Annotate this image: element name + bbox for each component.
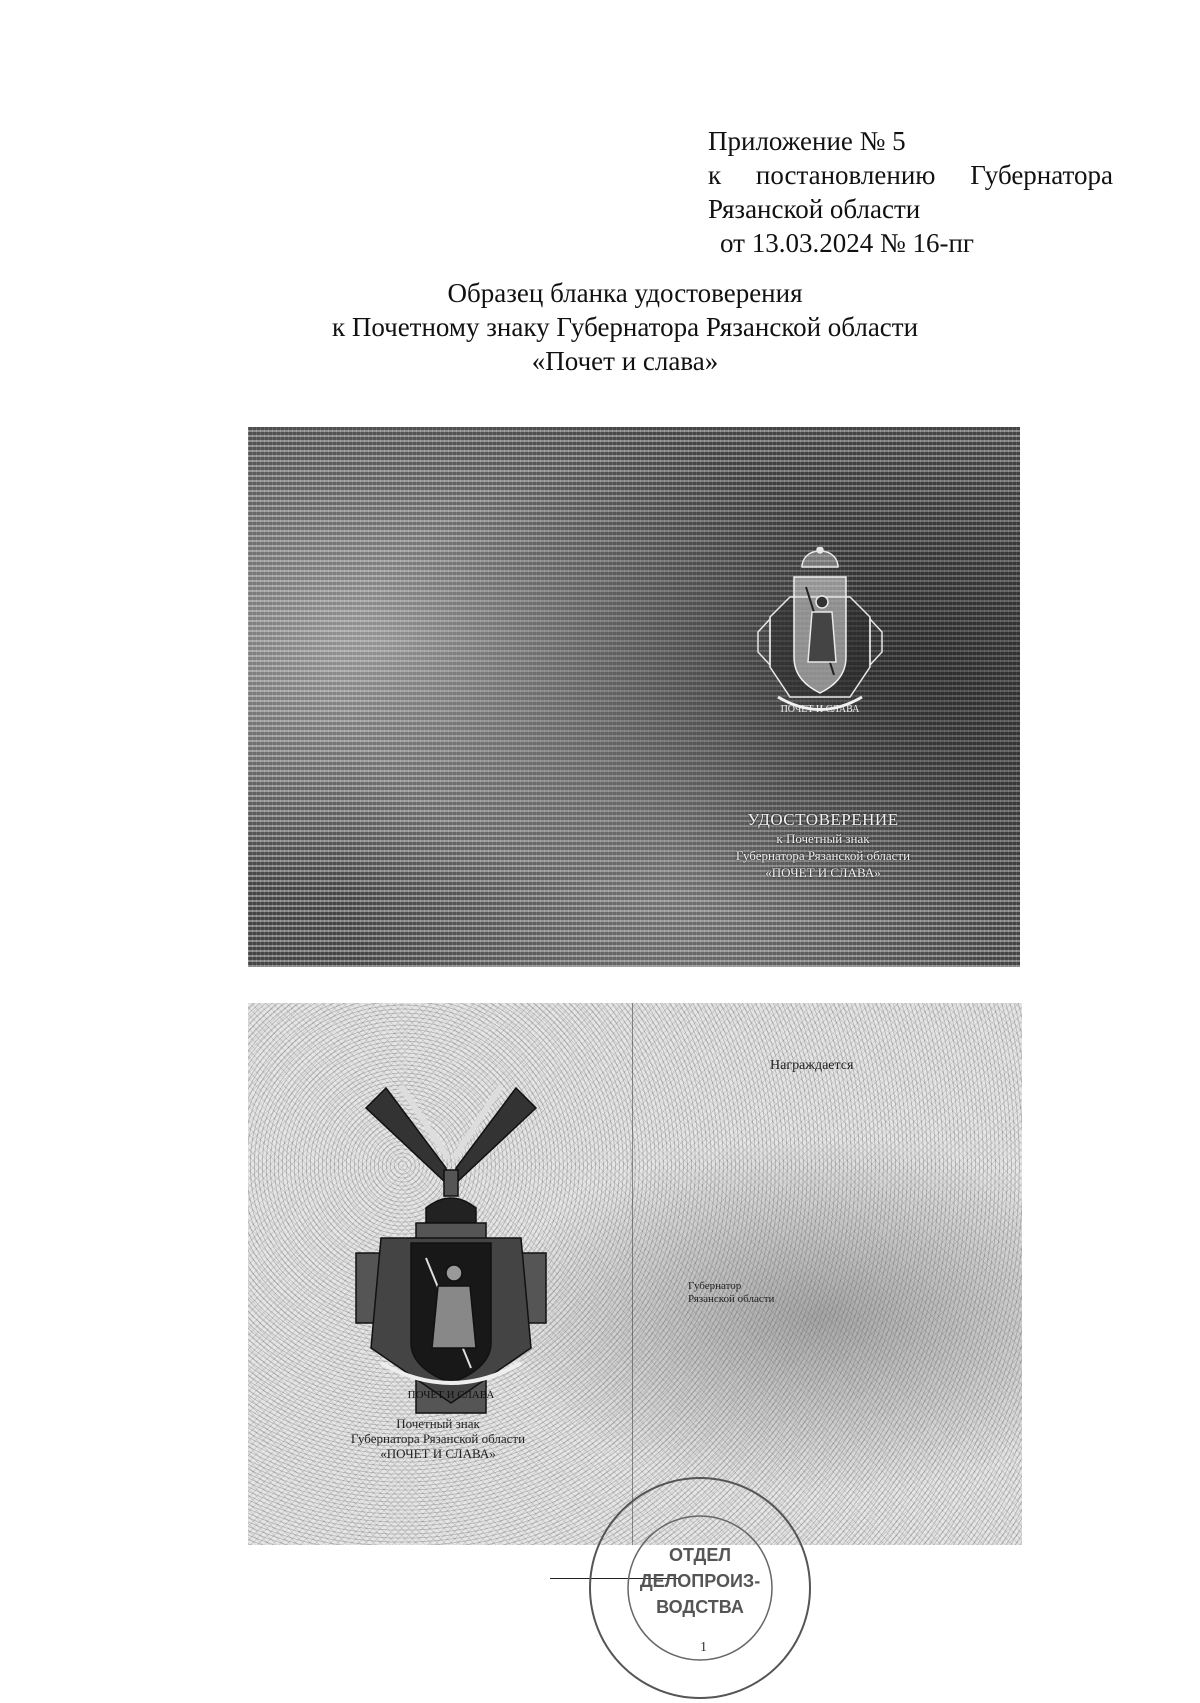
seal-line-2: ДЕЛОПРОИЗ- [639, 1571, 761, 1591]
cover-line-2: Губернатора Рязанской области [735, 848, 911, 863]
page-number: 1 [700, 1640, 707, 1655]
title-line-3: «Почет и слава» [531, 346, 719, 376]
appendix-reference-prefix: к [708, 160, 722, 190]
document-title [260, 276, 990, 378]
appendix-reference [708, 158, 1113, 192]
appendix-reference-authority: Губернатора [970, 160, 1113, 190]
seal-line-3: ВОДСТВА [656, 1597, 744, 1617]
seal-line-1: ОТДЕЛ [668, 1545, 732, 1565]
title-line-1: Образец бланка удостоверения [447, 278, 803, 308]
cover-line-3: «ПОЧЕТ И СЛАВА» [765, 865, 881, 880]
appendix-header [708, 124, 1113, 260]
appendix-reference-word: постановлению [755, 160, 936, 190]
medal-ribbon-text: ПОЧЕТ И СЛАВА [407, 1389, 495, 1401]
medal-caption-line-2: Губернатора Рязанской области [350, 1431, 526, 1446]
governor-region: Рязанской области [688, 1293, 775, 1305]
honor-badge-emblem-icon [750, 547, 890, 737]
cover-heading: УДОСТОВЕРЕНИЕ [747, 810, 899, 829]
appendix-date: от 13.03.2024 № 16-пг [720, 228, 974, 258]
cover-inscription [698, 810, 948, 881]
cover-line-1: к Почетный знак [776, 831, 870, 846]
appendix-region: Рязанской области [708, 194, 921, 224]
cover-emblem-ribbon: ПОЧЕТ И СЛАВА [780, 704, 860, 715]
office-seal-stamp [585, 1473, 815, 1703]
spread-fold-line [632, 1003, 633, 1545]
medal-caption-line-3: «ПОЧЕТ И СЛАВА» [380, 1446, 496, 1461]
title-line-2: к Почетному знаку Губернатора Рязанской области [331, 312, 919, 342]
certificate-inner-spread [248, 1003, 1022, 1545]
medal-caption [318, 1416, 558, 1461]
medal-caption-line-1: Почетный знак [396, 1416, 480, 1431]
governor-title: Губернатор [688, 1280, 742, 1292]
certificate-cover [248, 427, 1020, 967]
governor-signature-block [688, 1280, 774, 1306]
honor-medal-icon [326, 1058, 576, 1438]
awarded-label: Награждается [770, 1058, 854, 1073]
appendix-number: Приложение № 5 [708, 126, 906, 156]
